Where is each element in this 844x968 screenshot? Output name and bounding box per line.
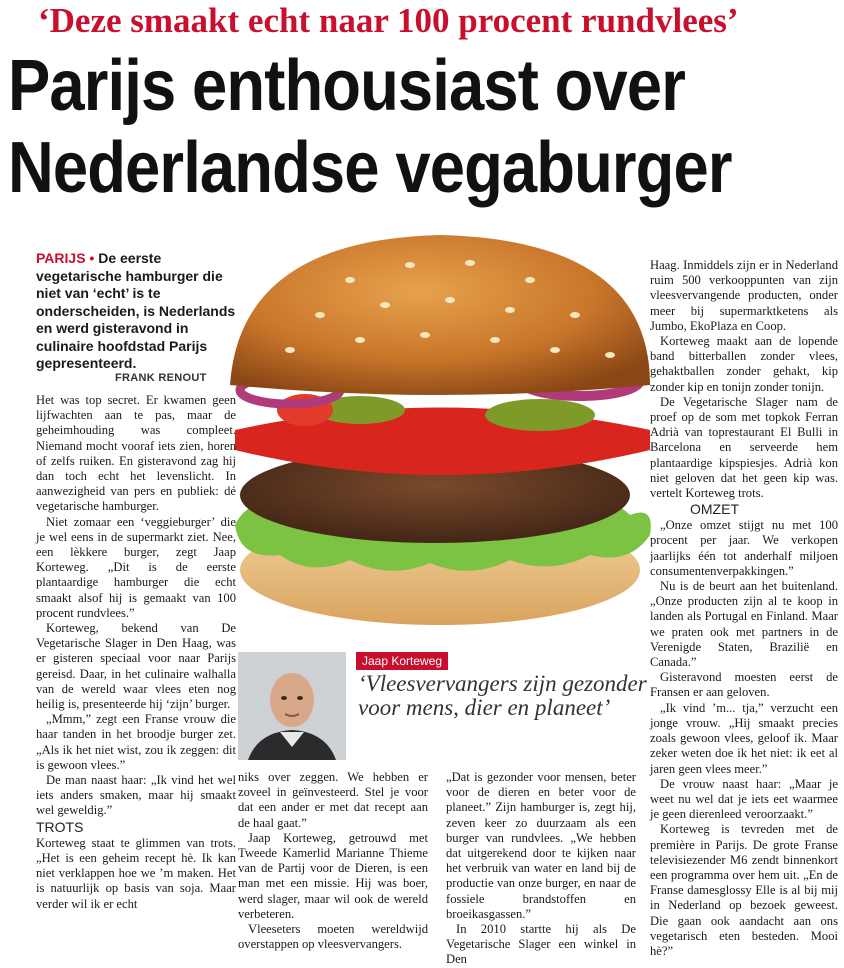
paragraph: Korteweg staat te glimmen van trots. „Het is een geheim recept hè. Ik kan niet verklappen hoe we ’m maken. Het is natuurlijk op basis van soja. Maar verder wil ik er echt [36, 835, 236, 911]
pickle [485, 399, 595, 431]
paragraph: De vrouw naast haar: „Maar je weet nu wel dat je iets eet waarmee je geen dierenleed veroorzaakt.” [650, 776, 838, 822]
paragraph: Korteweg maakt aan de lopende band bitterballen zonder vlees, gehaktballen zonder gehakt, kip zonder kip en tonijn zonder tonijn. [650, 334, 838, 394]
paragraph: Gisteravond moesten eerst de Fransen er aan geloven. [650, 670, 838, 700]
pull-quote: ‘Vleesvervangers zijn gezonder voor mens, dier en planeet’ [358, 671, 647, 720]
column-2 [238, 770, 428, 952]
subhead-omzet: OMZET [690, 501, 739, 518]
column-4 [650, 258, 838, 959]
paragraph: Nu is de beurt aan het buitenland. „Onze producten zijn al te koop in landen als Portugal en Finland. Maar we praten ook met partners in de Verenigde Staten, Brazilië en Canada.” [650, 579, 838, 670]
paragraph: Het was top secret. Er kwamen geen lijfwachten aan te pas, maar de geheimhouding was compleet. Niemand mocht vooraf iets zien, horen of zelfs ruiken. En gisteravond zag hij dan toch echt het levenslicht. In aanwezigheid van pers en publiek: dé vegetarische hamburger. [36, 393, 236, 514]
paragraph: niks over zeggen. We hebben er zoveel in geïnvesteerd. Stel je voor dat een ander er met dat recept aan de haal gaat.” [238, 770, 428, 830]
headline-line-2: Nederlandse vegaburger [8, 128, 732, 208]
paragraph: Jaap Korteweg, getrouwd met Tweede Kamerlid Marianne Thieme van de Partij voor de Dieren, is een man met een missie. Hij was boer, werd slager, maar wil ook de wereld verbeteren. [238, 830, 428, 921]
paragraph: Korteweg is tevreden met de première in Parijs. De grote Franse televisiezender M6 zendt binnenkort een programma over hem uit. „En de Franse damesglossy Elle is al bij mij in Nederland op bezoek geweest. Die gaan ook aandacht aan ons vegetarisch eten besteden. Mooi hè?” [650, 822, 838, 958]
paragraph: Vleeseters moeten wereldwijd overstappen op vleesvervangers. [238, 922, 428, 952]
paragraph: De man naast haar: „Ik vind het wel iets anders smaken, maar hij smaakt wel geweldig.” [36, 773, 236, 818]
paragraph: Korteweg, bekend van De Vegetarische Slager in Den Haag, was er gisteren speciaal voor naar Parijs gereisd. Daar, in het culinaire walhalla van de wereld waar vlees eten nog heilig is, presenteerde hij ‘zijn’ burger. [36, 621, 236, 712]
lead-text: De eerste vegetarische hamburger die niet van ‘echt’ is te onderscheiden, is Nederlands en werd gisteravond in culinaire hoofdstad Parijs gepresenteerd. [36, 250, 236, 371]
burger-photo [210, 225, 680, 650]
paragraph: „Dat is gezonder voor mensen, beter voor de dieren en beter voor de planeet.” Zijn hamburger is, zegt hij, zeven keer zo duurzaam als een burger van rundvlees. „We hebben dat uitgerekend door te kijken naar het verbruik van water en land bij de productie van onze burger, en naar de fossiele brandstoffen en broeikasgassen.” [446, 770, 636, 921]
paragraph: De Vegetarische Slager nam de proef op de som met topkok Ferran Adrià van toprestaurant El Bulli in Barcelona en serveerde hem plantaardige kipspiesjes. Adrià kon niet geloven dat het geen kip was. vertelt Korteweg trots. [650, 394, 838, 501]
subhead-trots: TROTS [36, 818, 84, 835]
paragraph: „Onze omzet stijgt nu met 100 procent per jaar. We verkopen jaarlijks één tot anderhalf miljoen consumentenverpakkingen.” [650, 518, 838, 578]
lead-paragraph [36, 250, 236, 373]
paragraph: In 2010 startte hij als De Vegetarische Slager een winkel in Den [446, 922, 636, 967]
paragraph: „Ik vind ’m... tja,” verzucht een jonge vrouw. „Hij smaakt precies zoals gewoon vlees, geloof ik. Maar zeker weten doe ik het niet: ik eet al jaren geen vlees meer.” [650, 700, 838, 776]
column-1 [36, 393, 236, 912]
paragraph: „Mmm,” zegt een Franse vrouw die haar tanden in het broodje burger zet. „Als ik het niet wist, zou ik zeggen: dit is gewoon vlees.” [36, 712, 236, 772]
photo-caption: Jaap Korteweg [356, 652, 448, 670]
headline-line-1: Parijs enthousiast over [8, 46, 685, 126]
column-3 [446, 770, 636, 968]
paragraph: Niet zomaar een ‘veggieburger’ die je wel eens in de supermarkt ziet. Nee, een lèkkere burger, zegt Jaap Korteweg. „Dit is de eerste plantaardige hamburger die echt smaakt alsof hij is gemaakt van 100 procent rundvlees.” [36, 514, 236, 620]
top-bun [230, 235, 650, 395]
kicker-quote: ‘Deze smaakt echt naar 100 procent rundvlees’ [38, 1, 739, 40]
author-byline: FRANK RENOUT [115, 372, 207, 384]
portrait-illustration [238, 652, 346, 760]
dateline: PARIJS • [36, 250, 95, 266]
portrait-photo [238, 652, 346, 760]
paragraph: Haag. Inmiddels zijn er in Nederland ruim 500 verkooppunten van zijn vleesvervangende producten, onder meer bij supermarktketens als Jumbo, EkoPlaza en Coop. [650, 258, 838, 333]
